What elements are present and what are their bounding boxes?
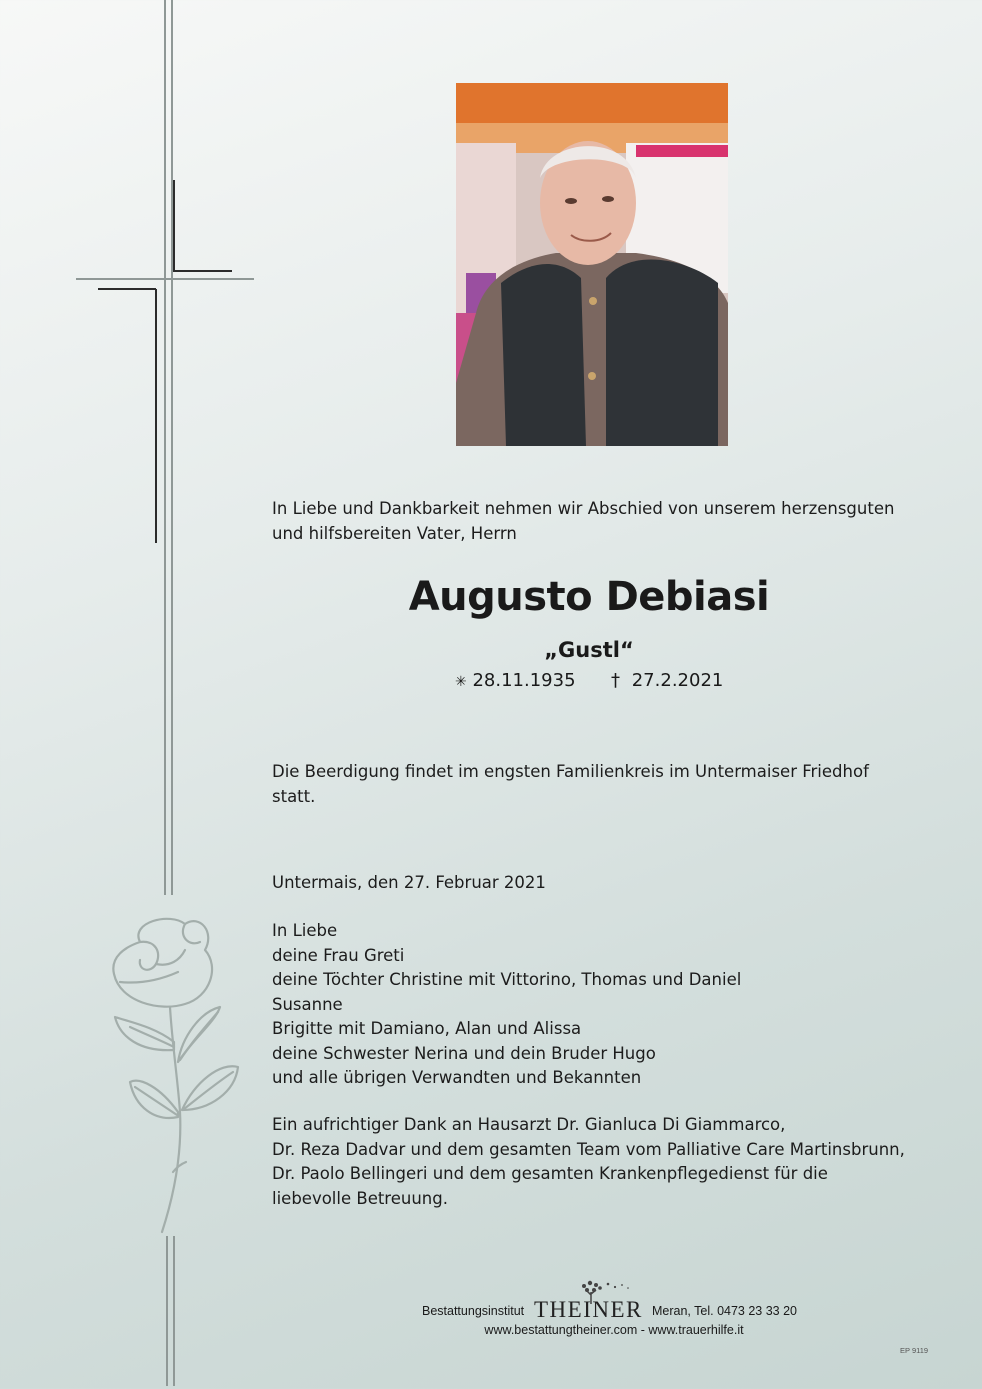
template-code: EP 9119 xyxy=(900,1346,929,1355)
mourner-line: Brigitte mit Damiano, Alan und Alissa xyxy=(272,1019,582,1038)
thanks-text xyxy=(272,1113,905,1211)
mourner-line: deine Töchter Christine mit Vittorino, Thomas und Daniel xyxy=(272,970,742,989)
mourner-line: deine Schwester Nerina und dein Bruder Hugo xyxy=(272,1043,656,1063)
deceased-nickname: „Gustl“ xyxy=(544,638,634,662)
thanks-line: Ein aufrichtiger Dank an Hausarzt Dr. Gianluca Di Giammarco, xyxy=(272,1115,786,1134)
burial-line: Die Beerdigung findet im engsten Familienkreis im Untermaiser Friedhof xyxy=(272,762,869,781)
birth-star-icon: ✳ xyxy=(455,674,467,690)
birth-date: 28.11.1935 xyxy=(472,670,576,691)
mourners-list xyxy=(272,919,741,1091)
death-cross-icon: † xyxy=(611,670,620,691)
mourner-line: deine Frau Greti xyxy=(272,945,405,965)
mourner-line: Susanne xyxy=(272,994,343,1014)
theiner-logo: THEINER xyxy=(534,1297,643,1322)
deceased-name: Augusto Debiasi xyxy=(408,574,770,620)
thanks-line: Dr. Paolo Bellingeri und dem gesamten Krankenpflegedienst für die xyxy=(272,1164,828,1183)
intro-line: und hilfsbereiten Vater, Herrn xyxy=(272,523,517,543)
intro-line: In Liebe und Dankbarkeit nehmen wir Abschied von unserem herzensguten xyxy=(272,499,895,518)
portrait-photo xyxy=(456,83,728,446)
death-date-group xyxy=(611,670,723,691)
death-date: 27.2.2021 xyxy=(631,670,724,691)
mourner-line: und alle übrigen Verwandten und Bekannten xyxy=(272,1068,642,1087)
footer-prefix: Bestattungsinstitut xyxy=(422,1304,525,1318)
rose-icon xyxy=(100,912,260,1242)
birth-date-group xyxy=(455,670,576,691)
mourner-line: In Liebe xyxy=(272,921,338,940)
thanks-line: Dr. Reza Dadvar und dem gesamten Team vom Palliative Care Martinsbrunn, xyxy=(272,1139,905,1159)
footer-websites: www.bestattungtheiner.com - www.trauerhilfe.it xyxy=(484,1323,744,1337)
footer-contact: Meran, Tel. 0473 23 33 20 xyxy=(652,1304,798,1318)
intro-text xyxy=(272,497,894,546)
place-date: Untermais, den 27. Februar 2021 xyxy=(272,873,546,892)
burial-text xyxy=(272,760,869,809)
burial-line: statt. xyxy=(272,786,316,806)
thanks-line: liebevolle Betreuung. xyxy=(272,1188,448,1208)
